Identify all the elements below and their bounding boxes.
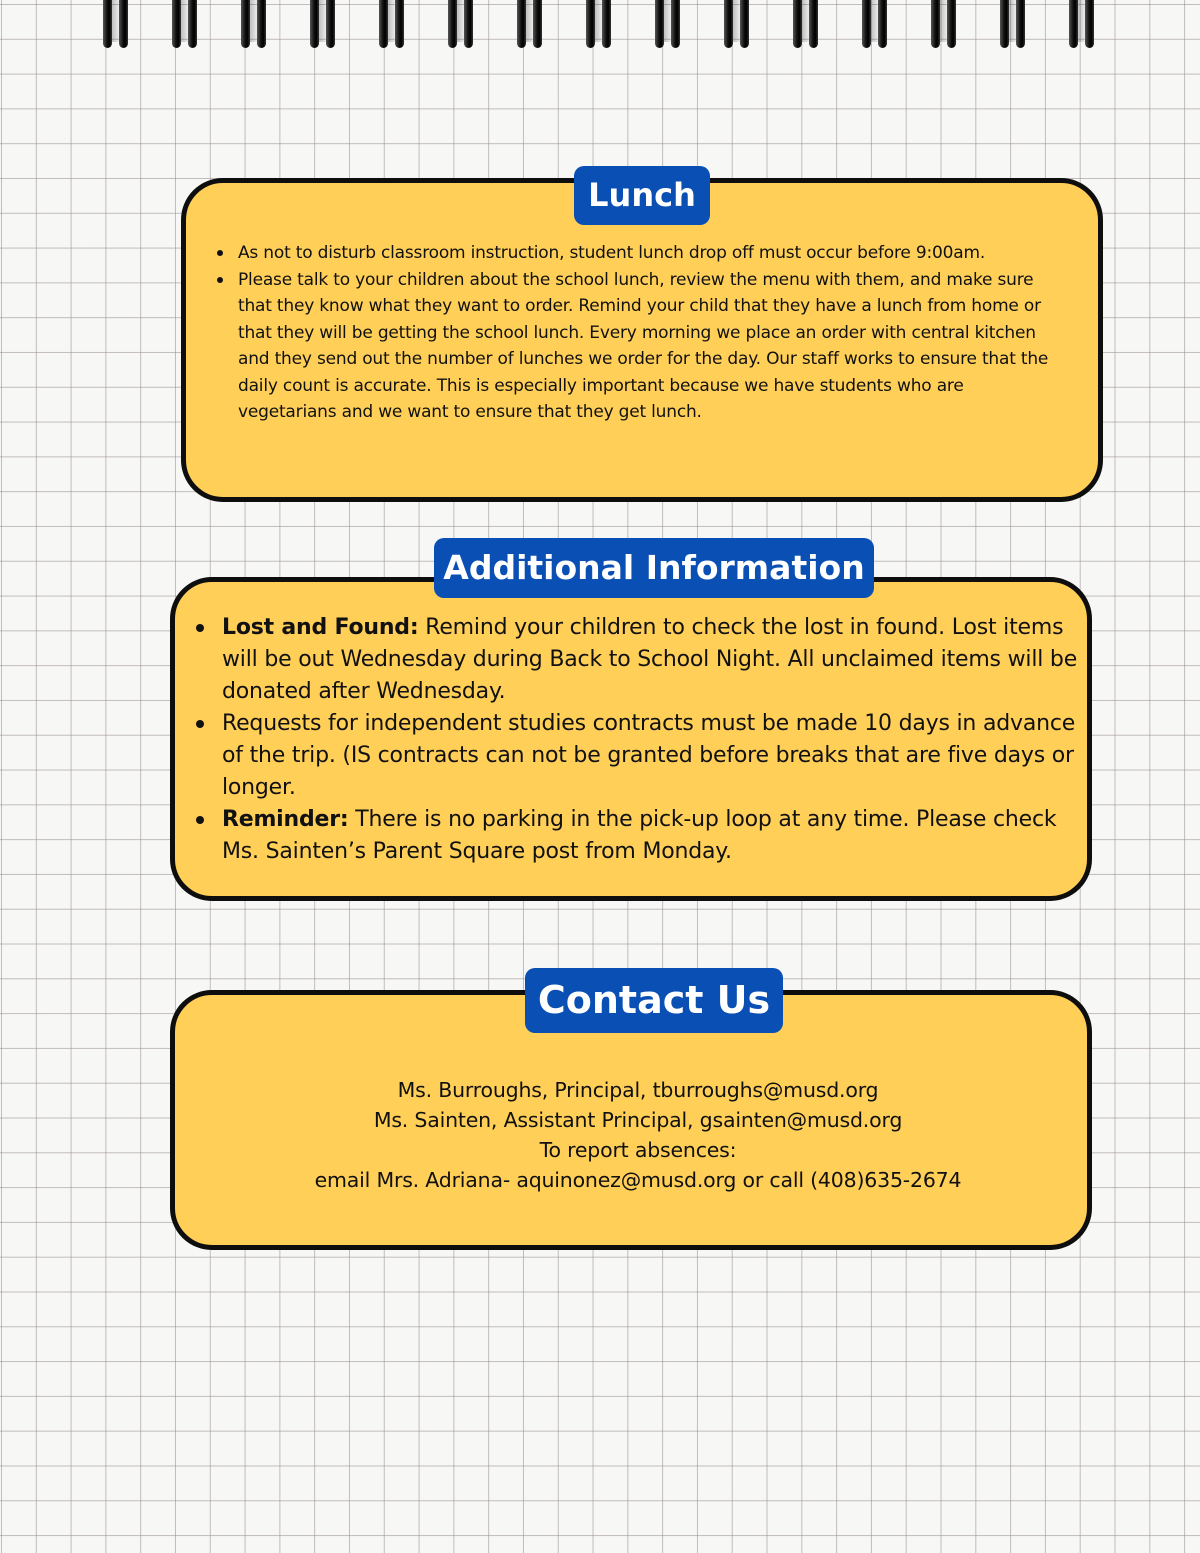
bullet-icon <box>196 624 204 632</box>
item-lead: Lost and Found: <box>222 615 419 640</box>
list-item <box>238 267 1058 426</box>
binding-ring <box>584 0 618 54</box>
spiral-binding <box>0 0 1200 60</box>
contact-absences-label: To report absences: <box>539 1138 737 1162</box>
binding-ring <box>860 0 894 54</box>
item-text: There is no parking in the pick-up loop at any time. Please check Ms. Sainten’s Parent Square post from Monday. <box>222 807 1057 864</box>
binding-ring <box>722 0 756 54</box>
binding-ring <box>1067 0 1101 54</box>
binding-ring <box>446 0 480 54</box>
contact-info <box>170 1075 1106 1195</box>
contact-heading: Contact Us <box>525 968 783 1033</box>
bullet-icon <box>196 720 204 728</box>
bullet-icon <box>196 816 204 824</box>
list-item <box>238 240 1058 267</box>
bullet-icon <box>217 277 223 283</box>
lunch-heading: Lunch <box>574 166 710 225</box>
contact-principal: Ms. Burroughs, Principal, tburroughs@musd.org <box>397 1078 879 1102</box>
bullet-icon <box>217 250 223 256</box>
binding-ring <box>377 0 411 54</box>
binding-ring <box>239 0 273 54</box>
additional-info-list <box>222 612 1090 868</box>
lunch-list <box>238 240 1058 426</box>
lunch-item-text: As not to disturb classroom instruction, student lunch drop off must occur before 9:00am. <box>238 243 986 263</box>
item-text: Requests for independent studies contracts must be made 10 days in advance of the trip. (IS contracts can not be granted before breaks that are five days or longer. <box>222 711 1076 800</box>
item-text: Remind your children to check the lost in found. Lost items will be out Wednesday during Back to School Night. All unclaimed items will be donated after Wednesday. <box>222 615 1078 704</box>
binding-ring <box>308 0 342 54</box>
additional-info-heading: Additional Information <box>434 538 874 598</box>
lunch-item-text: Please talk to your children about the school lunch, review the menu with them, and make sure that they know what they want to order. Remind your child that they have a lunch from home or that they will be getting the school lunch. Every morning we place an order with central kitchen and they send out the number of lunches we order for the day. Our staff works to ensure that the daily count is accurate. This is especially important because we have students who are vegetarians and we want to ensure that they get lunch. <box>238 269 1049 422</box>
list-item <box>222 708 1090 804</box>
binding-ring <box>101 0 135 54</box>
list-item <box>222 612 1090 708</box>
contact-absences-email: email Mrs. Adriana- aquinonez@musd.org or call (408)635-2674 <box>314 1168 962 1192</box>
contact-assistant-principal: Ms. Sainten, Assistant Principal, gsainten@musd.org <box>373 1108 903 1132</box>
binding-ring <box>929 0 963 54</box>
binding-ring <box>170 0 204 54</box>
binding-ring <box>791 0 825 54</box>
binding-ring <box>653 0 687 54</box>
list-item <box>222 804 1090 868</box>
binding-ring <box>515 0 549 54</box>
item-lead: Reminder: <box>222 807 349 832</box>
binding-ring <box>998 0 1032 54</box>
